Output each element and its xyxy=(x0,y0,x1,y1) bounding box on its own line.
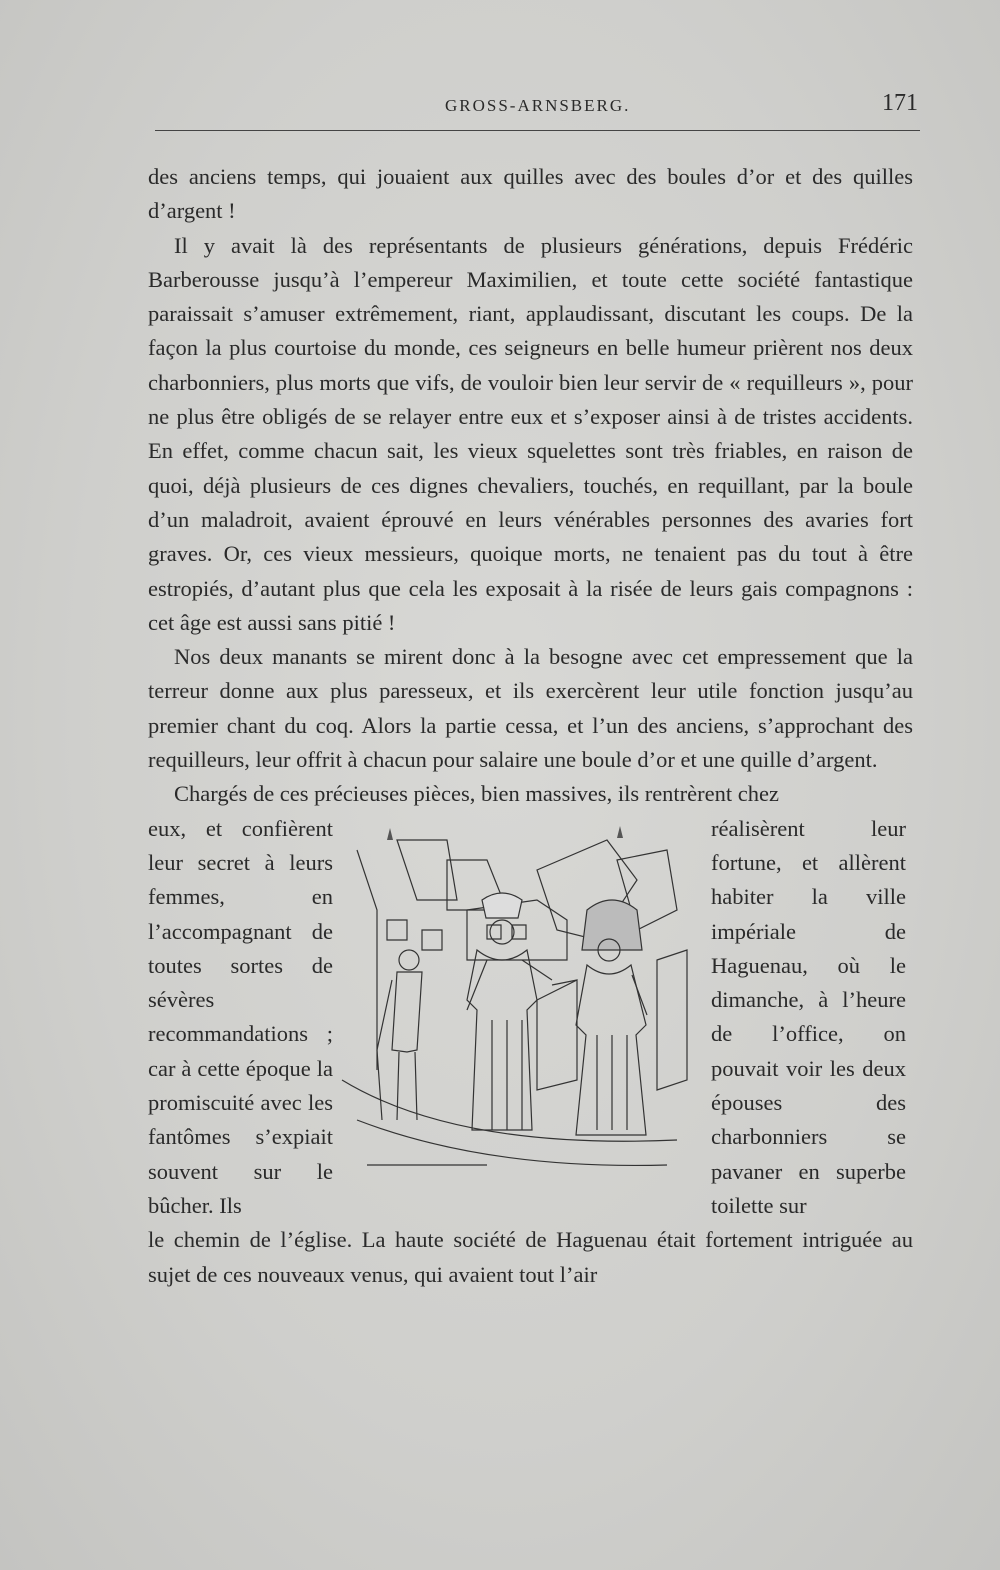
page-number: 171 xyxy=(882,90,918,116)
illustration-wrap xyxy=(148,812,913,1224)
text-body xyxy=(148,160,913,1292)
header-rule xyxy=(155,130,920,131)
closing-paragraph: le chemin de l’église. La haute société de Haguenau était fortement intriguée au sujet de ces nouveaux venus, qui avaient tout l’air xyxy=(148,1227,913,1287)
paragraph-2: Il y avait là des représentants de plusieurs générations, depuis Frédéric Barberousse jusqu’à l’empereur Maximilien, et toute cette société fantastique paraissait s’amuser extrêmement, riant, applaudissant, discutant les coups. De la façon la plus courtoise du monde, ces seigneurs en belle humeur prièrent nos deux charbonniers, plus morts que vifs, de vouloir bien leur servir de « requilleurs », pour ne plus être obligés de se relayer entre eux et s’exposer ainsi à de tristes accidents. En effet, comme chacun sait, les vieux squelettes sont très friables, en raison de quoi, déjà plusieurs de ces dignes chevaliers, touchés, en requillant, par la boule d’un maladroit, avaient éprouvé en leurs vénérables personnes des avaries fort graves. Or, ces vieux messieurs, quoique morts, ne tenaient pas du tout à être estropiés, d’autant plus que cela les exposait à la risée de leurs gais compagnons : cet âge est aussi sans pitié ! xyxy=(148,232,913,635)
engraving-illustration xyxy=(337,820,707,1190)
wrap-text-right: réalisèrent leur fortune, et allèrent habiter la ville impériale de Haguenau, où le dimanche, à l’heure de l’office, on pouvait voir les deux épouses des charbonniers se pavaner en superbe toilette sur xyxy=(711,815,906,1218)
page-header xyxy=(155,90,920,130)
paragraph-3: Nos deux manants se mirent donc à la besogne avec cet empressement que la terreur donne aux plus paresseux, et ils exercèrent leur utile fonction jusqu’au premier chant du coq. Alors la partie cessa, et l’un des anciens, s’approchant des requilleurs, leur offrit à chacun pour salaire une boule d’or et une quille d’argent. xyxy=(148,644,913,773)
running-head: GROSS-ARNSBERG. xyxy=(445,96,631,115)
paragraph-4: Chargés de ces précieuses pièces, bien massives, ils rentrèrent chez xyxy=(174,781,779,807)
paragraph-1: des anciens temps, qui jouaient aux quilles avec des boules d’or et des quilles d’argent ! xyxy=(148,164,913,224)
two-women-street-engraving xyxy=(337,820,707,1190)
wrap-text-left: eux, et confièrent leur secret à leurs femmes, en l’accompagnant de toutes sortes de sévères recommandations ; car à cette époque la promiscuité avec les fantômes s’expiait souvent sur le bûcher. Ils xyxy=(148,815,333,1218)
